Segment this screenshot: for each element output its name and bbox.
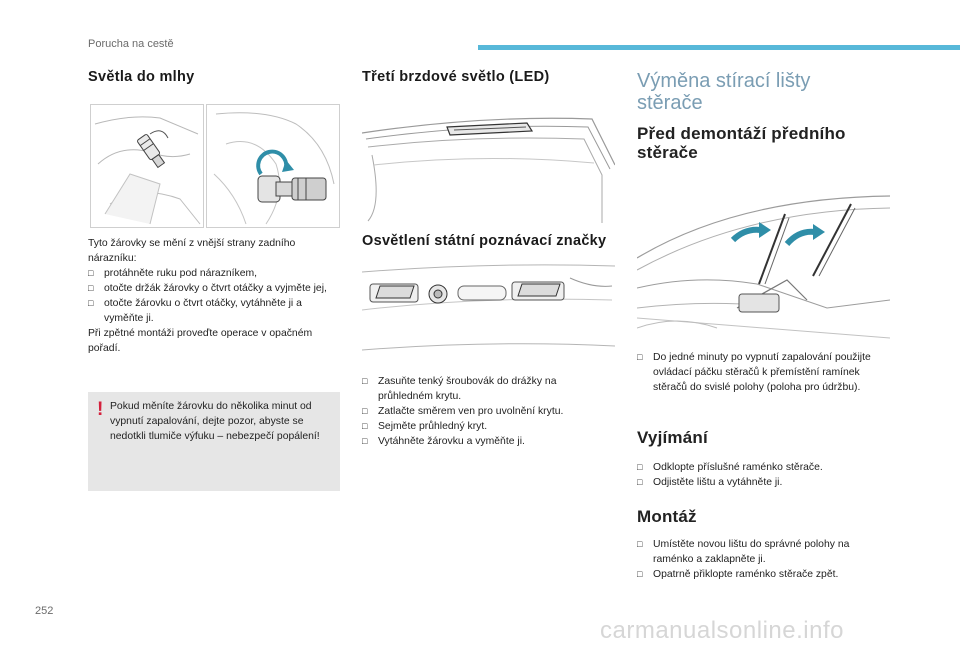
fog-light-holder-illustration xyxy=(206,104,340,228)
list-item: □ Do jedné minuty po vypnutí zapalování použijte ovládací páčku stěračů k přemístění ramínek stěračů do svislé polohy (poloha pro údržbu). xyxy=(637,350,889,395)
list-item: □ Sejměte průhledný kryt. xyxy=(362,419,612,434)
watermark: carmanualsonline.info xyxy=(600,617,844,644)
fog-lights-intro: Tyto žárovky se mění z vnější strany zadního nárazníku: xyxy=(88,238,296,264)
list-item: □ Vytáhněte žárovku a vyměňte ji. xyxy=(362,434,612,449)
warning-box xyxy=(88,392,340,491)
list-item: □ Zasuňte tenký šroubovák do drážky na průhledném krytu. xyxy=(362,374,612,404)
wiper-before-removal-steps xyxy=(637,350,889,395)
plate-light-instructions xyxy=(362,374,612,449)
installation-heading: Montáž xyxy=(637,507,697,526)
list-item: □ otočte držák žárovky o čtvrt otáčky a vyjměte jej, xyxy=(88,281,338,296)
brake-light-title: Třetí brzdové světlo (LED) xyxy=(362,69,550,85)
page-number: 252 xyxy=(35,605,54,617)
fog-light-bulb-illustration xyxy=(90,104,204,228)
fog-lights-title: Světla do mlhy xyxy=(88,69,195,85)
list-item: □ Odklopte příslušné raménko stěrače. xyxy=(637,460,889,475)
wiper-section-title: Výměna stírací lišty stěrače xyxy=(637,70,811,114)
brake-light-illustration xyxy=(362,105,615,223)
list-item: □ Zatlačte směrem ven pro uvolnění krytu. xyxy=(362,404,612,419)
plate-light-illustration xyxy=(362,258,615,358)
wiper-illustration xyxy=(637,188,890,341)
fog-lights-outro: Při zpětné montáži proveďte operace v opačném pořadí. xyxy=(88,328,313,354)
warning-text: Pokud měníte žárovku do několika minut od vypnutí zapalování, dejte pozor, abyste se nedotkli tlumiče výfuku – nebezpečí popálení! xyxy=(110,401,320,442)
installation-steps xyxy=(637,537,889,582)
warning-icon: ! xyxy=(97,399,104,420)
removal-heading: Vyjímání xyxy=(637,428,708,447)
wiper-before-removal-title: Před demontáží předního stěrače xyxy=(637,124,846,162)
list-item: □ otočte žárovku o čtvrt otáčky, vytáhněte ji a vyměňte ji. xyxy=(88,296,338,326)
plate-light-title: Osvětlení státní poznávací značky xyxy=(362,233,607,249)
removal-steps xyxy=(637,460,889,490)
list-item: □ Umístěte novou lištu do správné polohy na raménko a zaklapněte ji. xyxy=(637,537,889,567)
list-item: □ protáhněte ruku pod nárazníkem, xyxy=(88,266,338,281)
header-accent-rule xyxy=(478,45,960,50)
running-header: Porucha na cestě xyxy=(88,38,174,50)
list-item: □ Opatrně přiklopte raménko stěrače zpět. xyxy=(637,567,889,582)
list-item: □ Odjistěte lištu a vytáhněte ji. xyxy=(637,475,889,490)
fog-lights-instructions xyxy=(88,236,338,356)
